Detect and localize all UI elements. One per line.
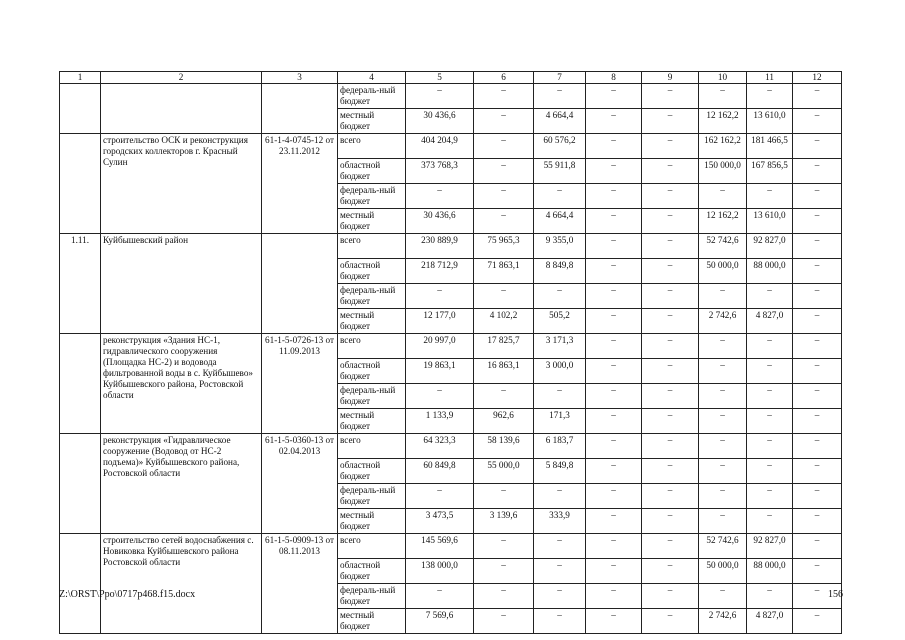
value-cell: – (793, 584, 842, 609)
value-cell: – (586, 409, 642, 434)
value-cell: 50 000,0 (699, 559, 747, 584)
value-cell: – (793, 409, 842, 434)
value-cell: – (699, 584, 747, 609)
header-cell: 8 (586, 72, 642, 84)
value-cell: – (534, 284, 586, 309)
value-cell: 230 889,9 (406, 234, 474, 259)
value-cell: – (642, 584, 699, 609)
value-cell: – (406, 584, 474, 609)
row-number (60, 84, 101, 134)
value-cell: – (793, 234, 842, 259)
value-cell: – (642, 184, 699, 209)
value-cell: – (586, 484, 642, 509)
header-cell: 3 (262, 72, 338, 84)
funding-source: областной бюджет (338, 259, 406, 284)
value-cell: – (474, 84, 534, 109)
value-cell: – (747, 409, 793, 434)
table-row (60, 84, 842, 109)
value-cell: 4 664,4 (534, 109, 586, 134)
value-cell: – (642, 209, 699, 234)
value-cell: 4 102,2 (474, 309, 534, 334)
value-cell: 4 827,0 (747, 609, 793, 634)
object-name: реконструкция «Гидравлическое сооружение (Водовод от НС-2 подъема)» Куйбышевского района, Ростовской области (101, 434, 262, 534)
value-cell: – (586, 434, 642, 459)
value-cell: 167 856,5 (747, 159, 793, 184)
value-cell: – (406, 384, 474, 409)
funding-source: всего (338, 434, 406, 459)
object-name (101, 84, 262, 134)
value-cell: – (534, 584, 586, 609)
value-cell: – (406, 284, 474, 309)
table-row (60, 134, 842, 159)
header-cell: 7 (534, 72, 586, 84)
value-cell: 20 997,0 (406, 334, 474, 359)
table-row (60, 234, 842, 259)
value-cell: – (474, 534, 534, 559)
table-row (60, 534, 842, 559)
value-cell: – (586, 584, 642, 609)
value-cell: – (793, 434, 842, 459)
value-cell: 162 162,2 (699, 134, 747, 159)
value-cell: – (534, 534, 586, 559)
value-cell: – (699, 84, 747, 109)
value-cell: – (586, 559, 642, 584)
value-cell: – (474, 559, 534, 584)
object-name: Куйбышевский район (101, 234, 262, 334)
value-cell: – (642, 434, 699, 459)
value-cell: – (586, 384, 642, 409)
value-cell: 92 827,0 (747, 534, 793, 559)
value-cell: – (642, 459, 699, 484)
value-cell: – (586, 209, 642, 234)
approval-code: 61-1-5-0726-13 от 11.09.2013 (262, 334, 338, 434)
value-cell: – (793, 334, 842, 359)
value-cell: – (699, 359, 747, 384)
value-cell: – (642, 259, 699, 284)
value-cell: – (586, 309, 642, 334)
value-cell: – (586, 84, 642, 109)
value-cell: 2 742,6 (699, 609, 747, 634)
value-cell: 171,3 (534, 409, 586, 434)
funding-source: местный бюджет (338, 109, 406, 134)
value-cell: 60 849,8 (406, 459, 474, 484)
value-cell: 58 139,6 (474, 434, 534, 459)
value-cell: – (699, 284, 747, 309)
approval-code (262, 84, 338, 134)
value-cell: 88 000,0 (747, 259, 793, 284)
header-cell: 6 (474, 72, 534, 84)
value-cell: – (793, 609, 842, 634)
value-cell: 71 863,1 (474, 259, 534, 284)
value-cell: – (793, 284, 842, 309)
approval-code: 61-1-4-0745-12 от 23.11.2012 (262, 134, 338, 234)
value-cell: 13 610,0 (747, 109, 793, 134)
value-cell: 218 712,9 (406, 259, 474, 284)
value-cell: 16 863,1 (474, 359, 534, 384)
funding-source: всего (338, 534, 406, 559)
value-cell: 12 162,2 (699, 109, 747, 134)
funding-source: федераль-ный бюджет (338, 84, 406, 109)
value-cell: 88 000,0 (747, 559, 793, 584)
value-cell: 3 000,0 (534, 359, 586, 384)
approval-code: 61-1-5-0360-13 от 02.04.2013 (262, 434, 338, 534)
value-cell: – (642, 109, 699, 134)
value-cell: – (474, 584, 534, 609)
value-cell: – (586, 534, 642, 559)
value-cell: – (474, 159, 534, 184)
value-cell: 962,6 (474, 409, 534, 434)
value-cell: 404 204,9 (406, 134, 474, 159)
object-name: реконструкция «Здания НС-1, гидравлического сооружения (Площадка НС-2) и водовода фильтрованной воды в с. Куйбышево» Куйбышевского района, Ростовской области (101, 334, 262, 434)
value-cell: – (747, 284, 793, 309)
value-cell: 12 177,0 (406, 309, 474, 334)
row-number: 1.11. (60, 234, 101, 334)
value-cell: 55 911,8 (534, 159, 586, 184)
value-cell: – (793, 109, 842, 134)
funding-source: областной бюджет (338, 159, 406, 184)
value-cell: – (747, 334, 793, 359)
value-cell: – (747, 459, 793, 484)
value-cell: – (586, 359, 642, 384)
funding-source: местный бюджет (338, 409, 406, 434)
header-cell: 4 (338, 72, 406, 84)
value-cell: – (586, 609, 642, 634)
value-cell: – (642, 559, 699, 584)
value-cell: – (642, 334, 699, 359)
budget-table (59, 71, 842, 634)
value-cell: – (642, 534, 699, 559)
header-cell: 1 (60, 72, 101, 84)
header-cell: 12 (793, 72, 842, 84)
value-cell: – (793, 184, 842, 209)
funding-source: областной бюджет (338, 459, 406, 484)
value-cell: 52 742,6 (699, 534, 747, 559)
value-cell: – (642, 284, 699, 309)
funding-source: областной бюджет (338, 559, 406, 584)
value-cell: – (747, 84, 793, 109)
funding-source: областной бюджет (338, 359, 406, 384)
value-cell: – (534, 559, 586, 584)
funding-source: местный бюджет (338, 609, 406, 634)
table-body (60, 84, 842, 634)
value-cell: 75 965,3 (474, 234, 534, 259)
funding-source: местный бюджет (338, 509, 406, 534)
value-cell: – (534, 484, 586, 509)
value-cell: – (747, 434, 793, 459)
value-cell: – (642, 484, 699, 509)
value-cell: 17 825,7 (474, 334, 534, 359)
value-cell: – (642, 509, 699, 534)
value-cell: 4 827,0 (747, 309, 793, 334)
value-cell: 7 569,6 (406, 609, 474, 634)
value-cell: – (699, 484, 747, 509)
value-cell: – (642, 409, 699, 434)
value-cell: – (586, 509, 642, 534)
row-number (60, 134, 101, 234)
value-cell: – (642, 384, 699, 409)
value-cell: – (793, 484, 842, 509)
approval-code: 61-1-5-0909-13 от 08.11.2013 (262, 534, 338, 634)
value-cell: – (699, 409, 747, 434)
funding-source: федераль-ный бюджет (338, 284, 406, 309)
value-cell: – (793, 559, 842, 584)
funding-source: федераль-ный бюджет (338, 184, 406, 209)
value-cell: 4 664,4 (534, 209, 586, 234)
value-cell: 60 576,2 (534, 134, 586, 159)
value-cell: 50 000,0 (699, 259, 747, 284)
value-cell: – (793, 309, 842, 334)
value-cell: – (642, 309, 699, 334)
footer-page-number: 156 (828, 589, 843, 600)
value-cell: – (793, 259, 842, 284)
row-number (60, 534, 101, 634)
value-cell: – (586, 284, 642, 309)
value-cell: – (747, 359, 793, 384)
object-name: строительство сетей водоснабжения с. Новиковка Куйбышевского района Ростовской области (101, 534, 262, 634)
value-cell: – (793, 509, 842, 534)
table-row (60, 434, 842, 459)
funding-source: всего (338, 234, 406, 259)
value-cell: – (793, 159, 842, 184)
object-name: строительство ОСК и реконструкция городских коллекторов г. Красный Сулин (101, 134, 262, 234)
value-cell: – (642, 234, 699, 259)
funding-source: федераль-ный бюджет (338, 484, 406, 509)
value-cell: 2 742,6 (699, 309, 747, 334)
value-cell: – (793, 209, 842, 234)
value-cell: – (699, 184, 747, 209)
header-cell: 11 (747, 72, 793, 84)
value-cell: 30 436,6 (406, 109, 474, 134)
value-cell: 30 436,6 (406, 209, 474, 234)
value-cell: – (586, 334, 642, 359)
value-cell: – (534, 184, 586, 209)
funding-source: всего (338, 334, 406, 359)
value-cell: 19 863,1 (406, 359, 474, 384)
header-cell: 2 (101, 72, 262, 84)
value-cell: – (474, 109, 534, 134)
value-cell: – (699, 434, 747, 459)
header-cell: 10 (699, 72, 747, 84)
value-cell: – (793, 84, 842, 109)
value-cell: – (586, 459, 642, 484)
value-cell: – (586, 234, 642, 259)
value-cell: – (406, 84, 474, 109)
value-cell: – (474, 484, 534, 509)
value-cell: 6 183,7 (534, 434, 586, 459)
value-cell: – (699, 459, 747, 484)
value-cell: 12 162,2 (699, 209, 747, 234)
value-cell: 505,2 (534, 309, 586, 334)
value-cell: – (642, 359, 699, 384)
header-row (60, 72, 842, 84)
approval-code (262, 234, 338, 334)
value-cell: 1 133,9 (406, 409, 474, 434)
value-cell: – (793, 459, 842, 484)
value-cell: – (586, 159, 642, 184)
value-cell: – (793, 384, 842, 409)
value-cell: 333,9 (534, 509, 586, 534)
row-number (60, 334, 101, 434)
value-cell: 13 610,0 (747, 209, 793, 234)
value-cell: – (699, 509, 747, 534)
value-cell: – (474, 134, 534, 159)
value-cell: 145 569,6 (406, 534, 474, 559)
value-cell: – (747, 184, 793, 209)
value-cell: – (474, 284, 534, 309)
value-cell: – (406, 184, 474, 209)
value-cell: 52 742,6 (699, 234, 747, 259)
value-cell: 92 827,0 (747, 234, 793, 259)
value-cell: – (642, 134, 699, 159)
value-cell: – (793, 359, 842, 384)
value-cell: – (747, 509, 793, 534)
value-cell: – (534, 84, 586, 109)
value-cell: – (586, 109, 642, 134)
value-cell: – (474, 384, 534, 409)
value-cell: 3 473,5 (406, 509, 474, 534)
footer-file-path: Z:\ORST\Ppo\0717p468.f15.docx (59, 589, 196, 600)
value-cell: – (747, 584, 793, 609)
value-cell: – (474, 609, 534, 634)
value-cell: 138 000,0 (406, 559, 474, 584)
value-cell: – (642, 159, 699, 184)
value-cell: – (793, 534, 842, 559)
value-cell: 55 000,0 (474, 459, 534, 484)
funding-source: федераль-ный бюджет (338, 584, 406, 609)
table-row (60, 334, 842, 359)
value-cell: – (793, 134, 842, 159)
value-cell: – (747, 384, 793, 409)
value-cell: – (586, 134, 642, 159)
header-cell: 9 (642, 72, 699, 84)
value-cell: – (474, 209, 534, 234)
value-cell: – (534, 384, 586, 409)
value-cell: 3 139,6 (474, 509, 534, 534)
funding-source: местный бюджет (338, 209, 406, 234)
value-cell: – (534, 609, 586, 634)
value-cell: 373 768,3 (406, 159, 474, 184)
value-cell: 8 849,8 (534, 259, 586, 284)
value-cell: 181 466,5 (747, 134, 793, 159)
header-cell: 5 (406, 72, 474, 84)
value-cell: 3 171,3 (534, 334, 586, 359)
value-cell: – (699, 384, 747, 409)
value-cell: – (406, 484, 474, 509)
funding-source: федераль-ный бюджет (338, 384, 406, 409)
value-cell: – (747, 484, 793, 509)
value-cell: 9 355,0 (534, 234, 586, 259)
value-cell: 64 323,3 (406, 434, 474, 459)
funding-source: всего (338, 134, 406, 159)
value-cell: – (642, 84, 699, 109)
value-cell: – (474, 184, 534, 209)
value-cell: – (642, 609, 699, 634)
value-cell: 5 849,8 (534, 459, 586, 484)
value-cell: – (699, 334, 747, 359)
value-cell: – (586, 259, 642, 284)
value-cell: – (586, 184, 642, 209)
row-number (60, 434, 101, 534)
funding-source: местный бюджет (338, 309, 406, 334)
value-cell: 150 000,0 (699, 159, 747, 184)
